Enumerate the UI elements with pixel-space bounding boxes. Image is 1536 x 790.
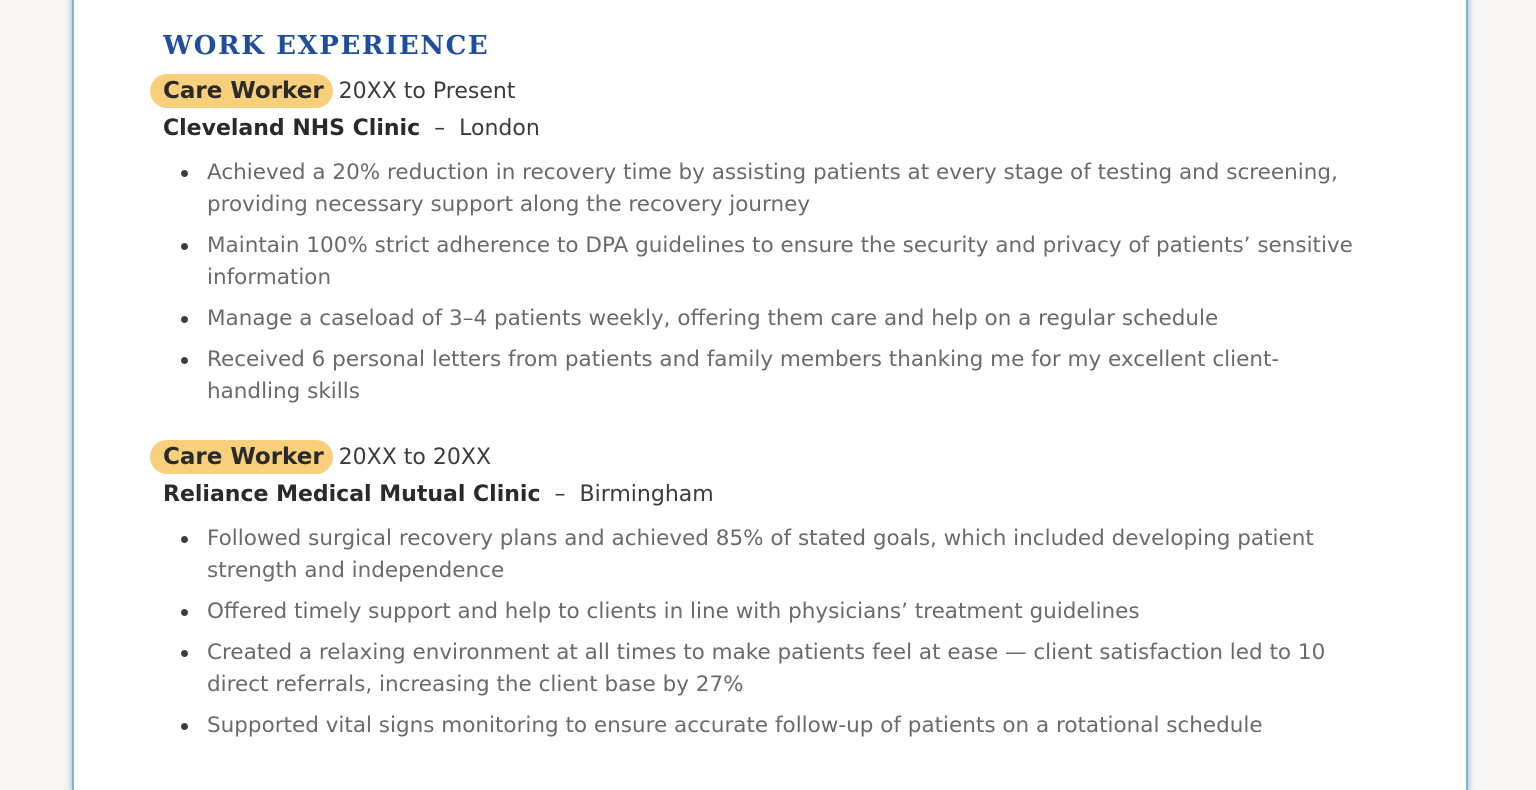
job-header [150,440,491,474]
list-item-text: Followed surgical recovery plans and achieved 85% of stated goals, which included developing patient strength and independence [207,526,1314,583]
list-item-text: Manage a caseload of 3–4 patients weekly, offering them care and help on a regular schedule [207,306,1219,331]
employer-separator: – [554,482,566,507]
job-title-badge: Care Worker [150,74,333,108]
list-item-text: Created a relaxing environment at all times to make patients feel at ease — client satisfaction led to 10 direct referrals, increasing the client base by 27% [207,640,1326,697]
list-item [74,157,1466,221]
job-location: Birmingham [579,482,714,507]
bullet-dot-icon [181,609,188,616]
list-item-text: Received 6 personal letters from patients and family members thanking me for my excellent client-handling skills [207,347,1280,404]
achievement-list [74,157,1466,417]
bullet-dot-icon [181,723,188,730]
job-employer-line [163,114,540,144]
list-item [74,637,1466,701]
bullet-dot-icon [181,316,188,323]
list-item [74,303,1466,335]
bullet-dot-icon [181,243,188,250]
achievement-list [74,523,1466,751]
job-dates: 20XX to Present [338,78,516,104]
employer-name: Reliance Medical Mutual Clinic [163,482,541,507]
job-header [150,74,515,108]
bullet-dot-icon [181,170,188,177]
list-item [74,596,1466,628]
resume-page [72,0,1468,790]
list-item [74,710,1466,742]
list-item [74,523,1466,587]
list-item-text: Maintain 100% strict adherence to DPA guidelines to ensure the security and privacy of patients’ sensitive information [207,233,1353,290]
section-title: WORK EXPERIENCE [163,31,490,61]
bullet-dot-icon [181,357,188,364]
job-dates: 20XX to 20XX [338,444,492,470]
bullet-dot-icon [181,650,188,657]
employer-separator: – [434,116,446,141]
list-item [74,230,1466,294]
bullet-dot-icon [181,536,188,543]
list-item-text: Offered timely support and help to clients in line with physicians’ treatment guidelines [207,599,1140,624]
list-item [74,344,1466,408]
job-location: London [459,116,540,141]
list-item-text: Achieved a 20% reduction in recovery time by assisting patients at every stage of testing and screening, providing necessary support along the recovery journey [207,160,1338,217]
employer-name: Cleveland NHS Clinic [163,116,421,141]
job-employer-line [163,480,714,510]
list-item-text: Supported vital signs monitoring to ensure accurate follow-up of patients on a rotational schedule [207,713,1263,738]
job-title-badge: Care Worker [150,440,333,474]
